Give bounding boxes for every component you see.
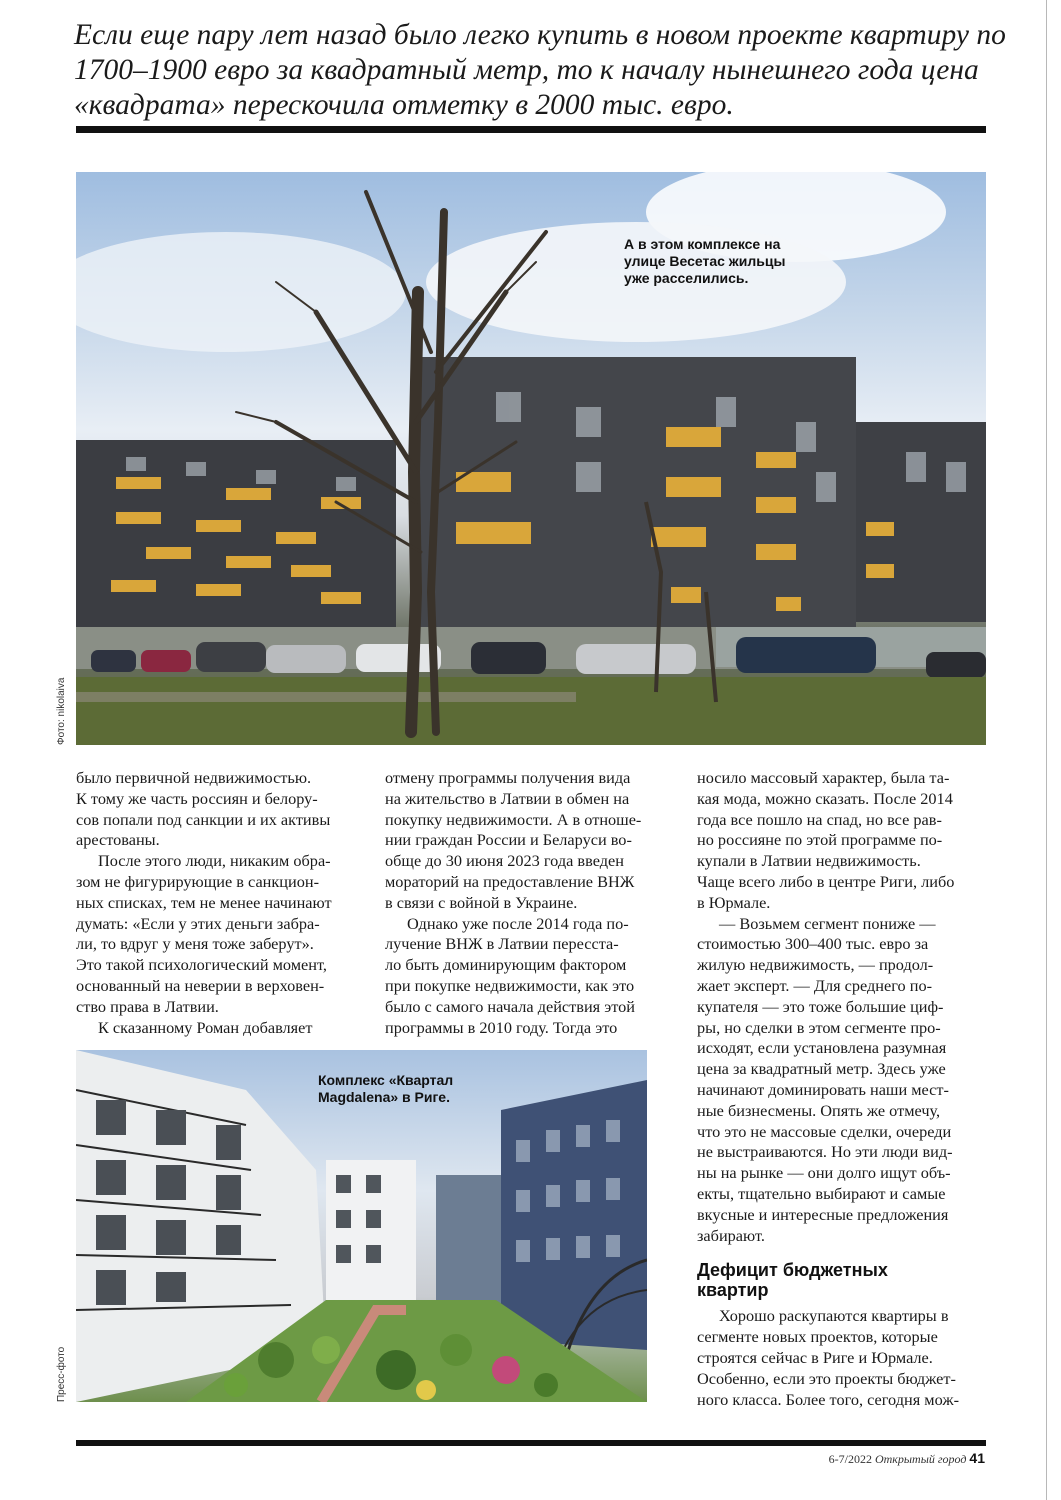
lead-line: 1700–1900 евро за квадратный метр, то к началу нынешнего года цена bbox=[74, 54, 979, 86]
text-line: Хорошо раскупаются квартиры в bbox=[719, 1306, 949, 1326]
text-line: мораторий на предоставление ВНЖ bbox=[385, 871, 635, 891]
heading-line: квартир bbox=[697, 1280, 769, 1301]
footer-rule bbox=[76, 1440, 986, 1446]
text-line: было первичной недвижимостью. bbox=[76, 768, 312, 787]
lead-line: «квадрата» перескочила отметку в 2000 тыс. евро. bbox=[74, 89, 734, 121]
photo-credit-2: Пресс-фото bbox=[56, 1346, 67, 1402]
text-line: носило массовый характер, была та- bbox=[697, 768, 950, 787]
text-line: в Юрмале. bbox=[697, 892, 771, 912]
photo-credit-1: Фото: nikolaiva bbox=[56, 677, 67, 745]
text-line: Чаще всего либо в центре Риги, либо bbox=[697, 871, 955, 891]
lead-rule bbox=[76, 126, 986, 133]
text-line: Однако уже после 2014 года по- bbox=[407, 913, 629, 933]
text-line: сегменте новых проектов, которые bbox=[697, 1327, 938, 1347]
photo-caption-magdalena bbox=[318, 1072, 498, 1106]
text-line: программы в 2010 году. Тогда это bbox=[385, 1017, 618, 1037]
text-line: нии граждан России и Беларуси во- bbox=[385, 830, 632, 850]
lead-quote bbox=[74, 18, 1004, 123]
text-line: екты, тщательно выбирают и самые bbox=[697, 1183, 946, 1203]
text-line: при покупке недвижимости, как это bbox=[385, 975, 635, 995]
text-line: К тому же часть россиян и белору- bbox=[76, 788, 318, 808]
text-line: основанный на неверии в верховен- bbox=[76, 975, 325, 995]
text-line: ли, то вдруг у меня тоже заберут». bbox=[76, 934, 314, 954]
text-line: цена за квадратный метр. Здесь уже bbox=[697, 1059, 946, 1079]
caption-line: улице Весетас жильцы bbox=[624, 253, 786, 269]
text-column-3 bbox=[697, 768, 989, 1410]
text-line: — Возьмем сегмент пониже — bbox=[719, 913, 936, 933]
text-line: исходят, если установлена разумная bbox=[697, 1038, 947, 1058]
text-line: было с самого начала действия этой bbox=[385, 996, 635, 1016]
photo-vesetas-complex bbox=[76, 172, 986, 745]
caption-line: Комплекс «Квартал bbox=[318, 1072, 454, 1088]
text-line: арестованы. bbox=[76, 830, 160, 850]
text-line: забирают. bbox=[697, 1225, 765, 1245]
text-line: купали в Латвии недвижимость. bbox=[697, 851, 921, 871]
caption-line: уже расселились. bbox=[624, 270, 749, 286]
text-line: на жительство в Латвии в обмен на bbox=[385, 788, 630, 808]
text-line: обще до 30 июня 2023 года введен bbox=[385, 851, 624, 871]
text-line: К сказанному Роман добавляет bbox=[98, 1017, 313, 1037]
caption-line: Magdalena» в Риге. bbox=[318, 1089, 450, 1105]
text-line: ство права в Латвии. bbox=[76, 996, 219, 1016]
text-column-1 bbox=[76, 768, 366, 1038]
text-line: ло быть доминирующим фактором bbox=[385, 955, 627, 975]
text-line: думать: «Если у этих деньги забра- bbox=[76, 913, 320, 933]
text-line: Особенно, если это проекты бюджет- bbox=[697, 1368, 956, 1388]
text-line: лучение ВНЖ в Латвии пересста- bbox=[385, 934, 619, 954]
section-heading bbox=[697, 1260, 989, 1300]
page-number: 41 bbox=[969, 1450, 985, 1466]
text-line: стоимостью 300–400 тыс. евро за bbox=[697, 934, 929, 954]
text-line: ры, но сделки в этом сегменте про- bbox=[697, 1017, 941, 1037]
text-line: ны на рынке — они долго ищут объ- bbox=[697, 1163, 951, 1183]
heading-line: Дефицит бюджетных bbox=[697, 1260, 888, 1281]
page-edge-rule bbox=[1046, 0, 1047, 1500]
text-line: Это такой психологический момент, bbox=[76, 955, 327, 975]
text-line: но россияне по этой программе по- bbox=[697, 830, 943, 850]
lead-line: Если еще пару лет назад было легко купить в новом проекте квартиру по bbox=[74, 19, 1006, 51]
text-line: жает эксперт. — Для среднего по- bbox=[697, 975, 933, 995]
text-line: вкусные и интересные предложения bbox=[697, 1204, 949, 1224]
page-footer bbox=[829, 1450, 985, 1467]
text-line: сов попали под санкции и их активы bbox=[76, 809, 331, 829]
text-line: ные бизнесмены. Опять же отмечу, bbox=[697, 1100, 941, 1120]
text-line: начинают доминировать наши мест- bbox=[697, 1079, 949, 1099]
text-line: купателя — это тоже большие циф- bbox=[697, 996, 944, 1016]
publication-name: Открытый город bbox=[874, 1452, 967, 1466]
text-line: зом не фигурирующие в санкцион- bbox=[76, 871, 319, 891]
text-line: кая мода, можно сказать. После 2014 bbox=[697, 788, 953, 808]
text-line: жилую недвижимость, — продол- bbox=[697, 955, 934, 975]
text-line: ных списках, тем не менее начинают bbox=[76, 892, 332, 912]
photo-caption-vesetas bbox=[624, 236, 814, 287]
text-line: отмену программы получения вида bbox=[385, 768, 631, 787]
text-line: не выстраиваются. Но эти люди вид- bbox=[697, 1142, 953, 1162]
text-line: покупку недвижимости. А в отноше- bbox=[385, 809, 642, 829]
text-column-2 bbox=[385, 768, 677, 1038]
text-line: строятся сейчас в Риге и Юрмале. bbox=[697, 1347, 933, 1367]
text-line: После этого люди, никаким обра- bbox=[98, 851, 331, 871]
text-line: года все пошло на спад, но все рав- bbox=[697, 809, 942, 829]
text-line: ного класса. Более того, сегодня мож- bbox=[697, 1389, 959, 1409]
text-line: что это не массовые сделки, очереди bbox=[697, 1121, 952, 1141]
photo-vesetas-illustration bbox=[76, 172, 986, 745]
caption-line: А в этом комплексе на bbox=[624, 236, 781, 252]
issue-number: 6-7/2022 bbox=[828, 1452, 872, 1466]
text-line: в связи с войной в Украине. bbox=[385, 892, 578, 912]
